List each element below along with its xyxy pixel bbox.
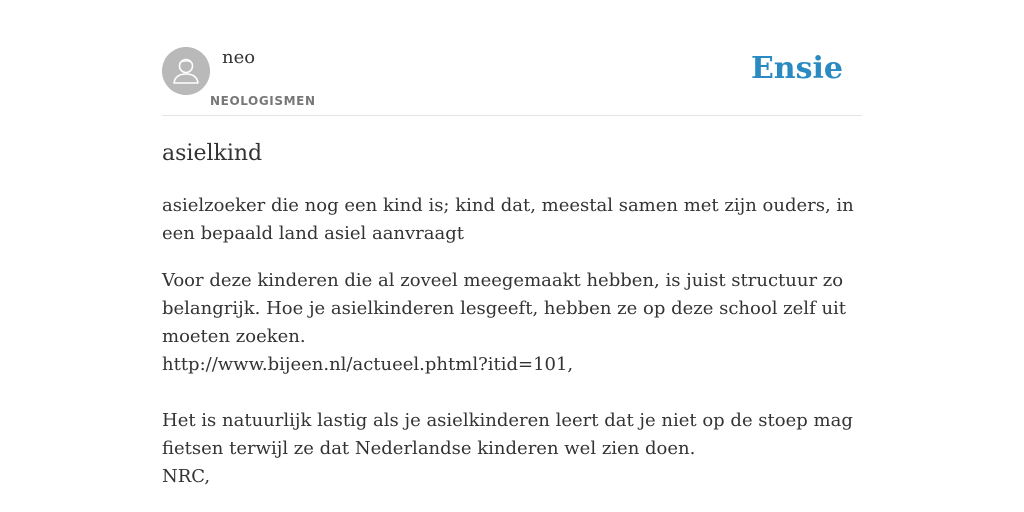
user-silhouette-icon [162, 47, 210, 95]
example-spacer [162, 379, 862, 407]
example-text: Het is natuurlijk lastig als je asielkinderen leert dat je niet op de stoep mag fietsen terwijl ze dat Nederlandse kinderen wel zien doen. [162, 410, 853, 459]
header-divider [162, 115, 862, 116]
author-username[interactable]: neo [222, 47, 256, 68]
author-avatar[interactable] [162, 47, 210, 95]
entry-term: asielkind [162, 141, 263, 166]
example-text: Voor deze kinderen die al zoveel meegemaakt hebben, is juist structuur zo belangrijk. Hoe je asielkinderen lesgeeft, hebben ze op deze school zelf uit moeten zoeken. [162, 270, 847, 347]
example-source: NRC, [162, 466, 211, 487]
ensie-logo[interactable]: Ensie [750, 51, 843, 86]
entry-card [162, 0, 862, 512]
author-category[interactable]: NEOLOGISMEN [210, 94, 316, 108]
entry-definition: asielzoeker die nog een kind is; kind dat, meestal samen met zijn ouders, in een bepaald land asiel aanvraagt [162, 195, 854, 244]
example-source: http://www.bijeen.nl/actueel.phtml?itid=101, [162, 354, 574, 375]
entry-examples [162, 267, 862, 491]
